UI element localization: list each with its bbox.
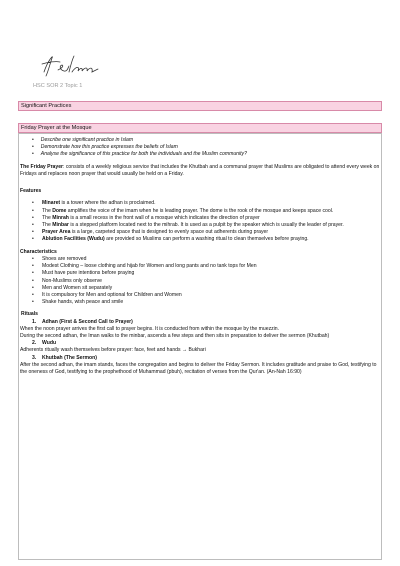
- characteristic-item: • Modest Clothing – loose clothing and hijab for Women and long pants and no tank tops for Men: [32, 263, 380, 270]
- characteristic-item: • Non-Muslims only observe: [32, 278, 380, 285]
- section-bar: Significant Practices: [18, 101, 382, 111]
- subtitle: HSC SOR 2 Topic 1: [33, 83, 83, 89]
- ritual-title: 2. Wudu: [32, 340, 57, 347]
- aim-item: • Describe one significant practice in Islam: [32, 137, 380, 144]
- features-list: [20, 200, 380, 243]
- characteristic-item: • It is compulsory for Men and optional for Children and Women: [32, 292, 380, 299]
- characteristics-list: [20, 256, 380, 307]
- features-heading: Features: [20, 188, 42, 195]
- aim-item: • Analyse the significance of this practice for both the individuals and the Muslim community?: [32, 151, 380, 158]
- feature-item: • The Minrah is a small recess in the front wall of a mosque which indicates the direction of prayer: [32, 215, 380, 222]
- feature-item: • Prayer Area is a large, carpeted space that is designed to evenly space out adherents during prayer: [32, 229, 380, 236]
- islam-logo: [38, 50, 108, 82]
- ritual-text: When the noon prayer arrives the first call to prayer begins. It is conducted from within the mosque by the muezzin.: [20, 325, 280, 332]
- topic-bar: Friday Prayer at the Mosque: [18, 123, 382, 133]
- rituals-list: [20, 319, 380, 326]
- aims-list: [20, 137, 380, 159]
- rituals-heading: Rituals: [21, 311, 38, 318]
- characteristic-item: • Must have pure intentions before praying: [32, 270, 380, 277]
- characteristics-heading: Characteristics: [20, 248, 57, 255]
- ritual-text: During the second adhan, the Iman walks to the minbar, ascends a few steps and then sits in preparation to deliver the sermon (Khutbah): [20, 333, 330, 340]
- ritual-text: After the second adhan, the imam stands, faces the congregation and begins to deliver the Friday Sermon. It includes gratitude and praise to God, testifying to the oneness of God, testifying to the prophethood of Muhammad (pbuh), recitation of verses from the Qur'an. (An-Nah 16:90): [20, 361, 377, 376]
- ritual-title: 3. Khutbah (The Sermon): [32, 354, 97, 361]
- ritual-text: Adherents ritually wash themselves before prayer: face, feet and hands → Bukhari: [20, 347, 206, 354]
- notes-content: [20, 137, 380, 376]
- characteristic-item: • Shake hands, wish peace and smile: [32, 299, 380, 306]
- characteristic-item: • Shoes are removed: [32, 256, 380, 263]
- characteristic-item: • Men and Women sit separately: [32, 285, 380, 292]
- ritual-title: 1. Adhan (First & Second Call to Prayer): [32, 318, 133, 325]
- feature-item: • The Minbar is a stepped platform located next to the mihrab. It is used as a pulpit by the speaker which is usually the leader of prayer.: [32, 222, 380, 229]
- feature-item: • Ablution Facilities (Wudu) are provided so Muslims can perform a washing ritual to clean themselves before praying.: [32, 236, 380, 243]
- intro-paragraph: The Friday Prayer: consists of a weekly religious service that includes the Khutbah and a communal prayer that Muslims are obligated to attend every week on Fridays and replaces noon prayer that would usually be held on a Friday.: [20, 163, 380, 177]
- feature-item: • Minaret is a tower where the adhan is proclaimed.: [32, 200, 380, 207]
- aim-item: • Demonstrate how this practice expresses the beliefs of Islam: [32, 144, 380, 151]
- feature-item: • The Dome amplifies the voice of the imam when he is leading prayer. The dome is the rook of the mosque and keeps space cool.: [32, 208, 380, 215]
